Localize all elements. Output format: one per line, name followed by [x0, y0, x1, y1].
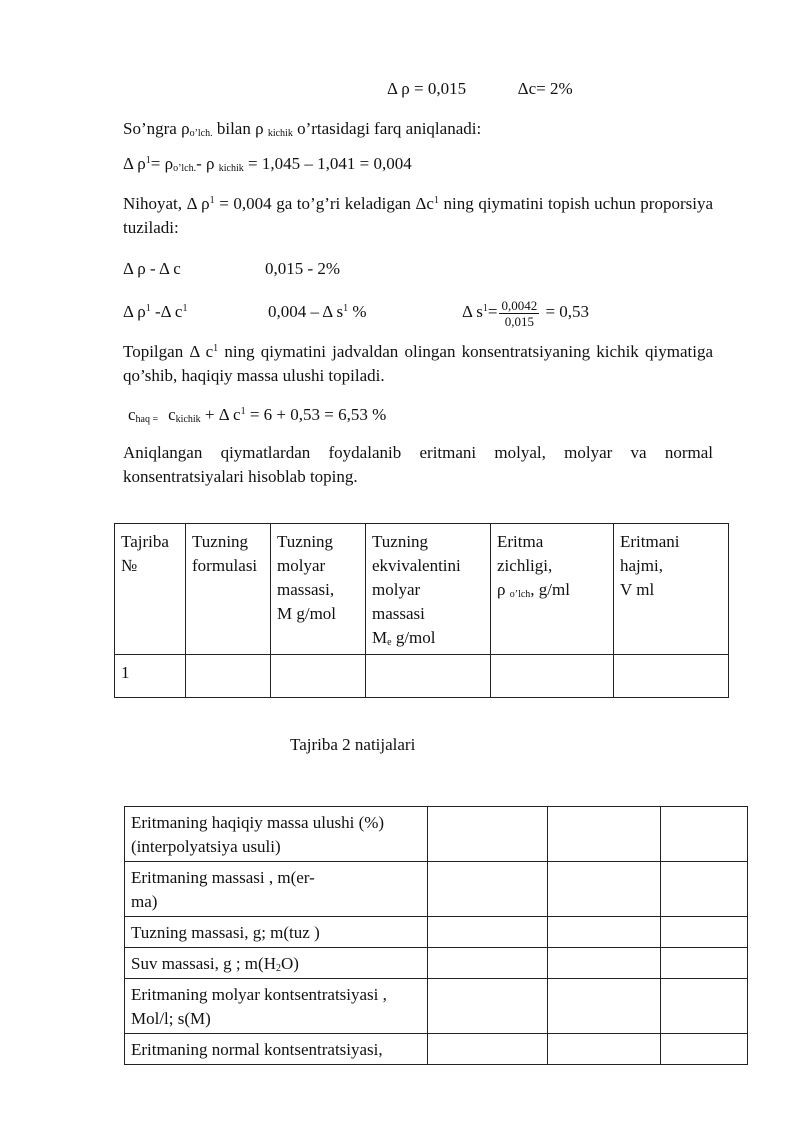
- table-row: [125, 862, 748, 917]
- empty-cell: [548, 807, 661, 862]
- superscript: 1: [213, 343, 219, 354]
- mass-fraction-paragraph: [123, 340, 713, 388]
- empty-cell: [661, 979, 748, 1034]
- row-label-molar-concentration: [125, 979, 428, 1034]
- superscript: 1: [482, 303, 488, 314]
- row-number-cell: 1: [115, 655, 186, 698]
- text-fragment: g/mol: [391, 628, 436, 647]
- text-fragment: c: [128, 405, 136, 424]
- cell-line: massasi,: [277, 580, 335, 599]
- difference-intro-line: [123, 118, 481, 140]
- text-fragment: = 0,004 ga to’g’ri keladigan Δc: [214, 194, 434, 213]
- text-fragment: So’ngra ρ: [123, 119, 190, 138]
- empty-cell: [548, 979, 661, 1034]
- cell-line: Eritmaning haqiqiy massa ulushi (%): [131, 813, 385, 832]
- empty-cell: [548, 948, 661, 979]
- experiment-table: [114, 523, 729, 698]
- header-salt-formula: [186, 524, 271, 655]
- cell-line: [372, 626, 484, 650]
- delta-rho-value: Δ ρ = 0,015: [387, 79, 467, 98]
- empty-cell: [428, 807, 548, 862]
- text-fragment: -Δ c: [150, 302, 183, 321]
- text-fragment: ning qiymatini topish uchun proporsiya tuziladi:: [123, 194, 714, 237]
- cell-line: Eritmani: [620, 532, 680, 551]
- row-label-water-mass: [125, 948, 428, 979]
- text-fragment: M: [372, 628, 388, 647]
- empty-cell: [661, 1034, 748, 1065]
- empty-cell: [661, 917, 748, 948]
- empty-cell: [271, 655, 366, 698]
- header-solution-volume: [614, 524, 729, 655]
- cell-line: №: [121, 556, 138, 575]
- empty-cell: [548, 917, 661, 948]
- subscript: e: [387, 637, 392, 648]
- cell-line: molyar: [277, 556, 326, 575]
- text-fragment: ning qiymatini jadvaldan olingan konsentratsiyaning kichik qiymatiga qo’shib, haqiqiy massa ulushi topiladi.: [123, 342, 713, 385]
- delta-c-value: Δc= 2%: [517, 79, 573, 98]
- superscript: 1: [433, 195, 439, 206]
- text-fragment: = ρ: [150, 154, 174, 173]
- subscript: 2: [275, 963, 281, 974]
- text-fragment: 0,004 – Δ s: [268, 302, 344, 321]
- cell-line: Tuzning: [372, 532, 429, 551]
- cell-line: hajmi,: [620, 556, 663, 575]
- proportion-line-2: [123, 301, 187, 323]
- cell-line: V ml: [620, 580, 655, 599]
- subscript: kichik: [175, 414, 201, 425]
- header-equivalent-molar-mass: [366, 524, 491, 655]
- results-table: [124, 806, 748, 1065]
- cell-line: Tajriba: [121, 532, 169, 551]
- empty-cell: [186, 655, 271, 698]
- superscript: 1: [209, 195, 215, 206]
- delta-s-fraction-equation: [462, 292, 589, 332]
- header-molar-mass: [271, 524, 366, 655]
- subscript: o’lch: [509, 589, 531, 600]
- text-fragment: O): [280, 954, 299, 973]
- text-fragment: ρ: [497, 580, 510, 599]
- cell-line: formulasi: [192, 556, 258, 575]
- empty-cell: [428, 979, 548, 1034]
- header-experiment-number: [115, 524, 186, 655]
- cell-line: ekvivalentini: [372, 556, 461, 575]
- subscript: kichik: [267, 128, 293, 139]
- task-paragraph: Aniqlangan qiymatlardan foydalanib eritmani molyal, molyar va normal konsentratsiyalari hisoblab toping.: [123, 443, 713, 486]
- text-fragment: , g/ml: [530, 580, 570, 599]
- difference-equation: [123, 153, 412, 175]
- text-fragment: Nihoyat, Δ ρ: [123, 194, 210, 213]
- superscript: 1: [145, 303, 151, 314]
- cell-line: Mol/l; s(M): [131, 1009, 211, 1028]
- subscript: kichik: [218, 163, 244, 174]
- cell-line: [497, 578, 607, 602]
- empty-cell: [661, 948, 748, 979]
- row-label-solution-mass: [125, 862, 428, 917]
- empty-cell: [366, 655, 491, 698]
- row-label-salt-mass: Tuzning massasi, g; m(tuz ): [125, 917, 428, 948]
- table-caption: Tajriba 2 natijalari: [290, 735, 416, 754]
- text-fragment: c: [168, 405, 176, 424]
- text-fragment: = 1,045 – 1,041 = 0,004: [243, 154, 412, 173]
- table-header-row: [115, 524, 729, 655]
- text-fragment: 0,015 - 2%: [265, 259, 341, 278]
- table-row: [125, 807, 748, 862]
- empty-cell: [661, 807, 748, 862]
- subscript: o’lch.: [189, 128, 213, 139]
- superscript: 1: [145, 155, 151, 166]
- cell-line: zichligi,: [497, 556, 553, 575]
- cell-line: (interpolyatsiya usuli): [131, 837, 281, 856]
- proportion-intro-paragraph: [123, 192, 713, 240]
- fraction: [499, 298, 539, 329]
- text-fragment: Δ s: [462, 302, 483, 321]
- table-row: [125, 1034, 748, 1065]
- cell-line: Tuzning: [192, 532, 249, 551]
- cell-line: Eritmaning molyar kontsentratsiyasi ,: [131, 985, 387, 1004]
- text-fragment: Δ ρ: [123, 154, 146, 173]
- subscript: haq =: [135, 414, 159, 425]
- cell-line: Eritmaning massasi , m(er-: [131, 868, 315, 887]
- text-fragment: = 6 + 0,53 = 6,53 %: [245, 405, 387, 424]
- cell-line: ma): [131, 892, 158, 911]
- text-fragment: o’rtasidagi farq aniqlanadi:: [292, 119, 482, 138]
- subscript: o’lch.: [173, 163, 197, 174]
- text-fragment: Δ ρ: [123, 302, 146, 321]
- text-fragment: %: [348, 302, 367, 321]
- delta-values-line: [387, 78, 573, 100]
- fraction-denominator: 0,015: [504, 313, 534, 329]
- header-solution-density: [491, 524, 614, 655]
- empty-cell: [428, 1034, 548, 1065]
- text-fragment: =: [487, 302, 498, 321]
- table-row: [125, 979, 748, 1034]
- empty-cell: [428, 948, 548, 979]
- row-label-true-mass-fraction: [125, 807, 428, 862]
- text-fragment: - ρ: [196, 154, 219, 173]
- proportion-line-1: [123, 258, 181, 280]
- text-fragment: + Δ c: [200, 405, 241, 424]
- text-fragment: = 0,53: [541, 302, 590, 321]
- empty-cell: [491, 655, 614, 698]
- cell-line: Eritma: [497, 532, 544, 551]
- proportion-line-2-value: [268, 301, 367, 323]
- cell-line: M g/mol: [277, 604, 337, 623]
- fraction-numerator: 0,0042: [501, 297, 538, 313]
- text-fragment: Δ ρ - Δ c: [123, 259, 181, 278]
- text-fragment: bilan ρ: [212, 119, 268, 138]
- table-row: [115, 655, 729, 698]
- empty-cell: [614, 655, 729, 698]
- superscript: 1: [343, 303, 349, 314]
- empty-cell: [428, 917, 548, 948]
- cell-line: molyar: [372, 580, 421, 599]
- table-row: [125, 948, 748, 979]
- proportion-line-1-value: [265, 258, 340, 280]
- text-fragment: Suv massasi, g ; m(H: [131, 954, 276, 973]
- empty-cell: [548, 1034, 661, 1065]
- empty-cell: [548, 862, 661, 917]
- empty-cell: [428, 862, 548, 917]
- text-fragment: Topilgan Δ c: [123, 342, 214, 361]
- cell-line: Tuzning: [277, 532, 334, 551]
- superscript: 1: [182, 303, 188, 314]
- superscript: 1: [240, 406, 246, 417]
- empty-cell: [661, 862, 748, 917]
- table-row: [125, 917, 748, 948]
- cell-line: massasi: [372, 604, 425, 623]
- true-mass-fraction-formula: [128, 404, 386, 426]
- row-label-normal-concentration: Eritmaning normal kontsentratsiyasi,: [125, 1034, 428, 1065]
